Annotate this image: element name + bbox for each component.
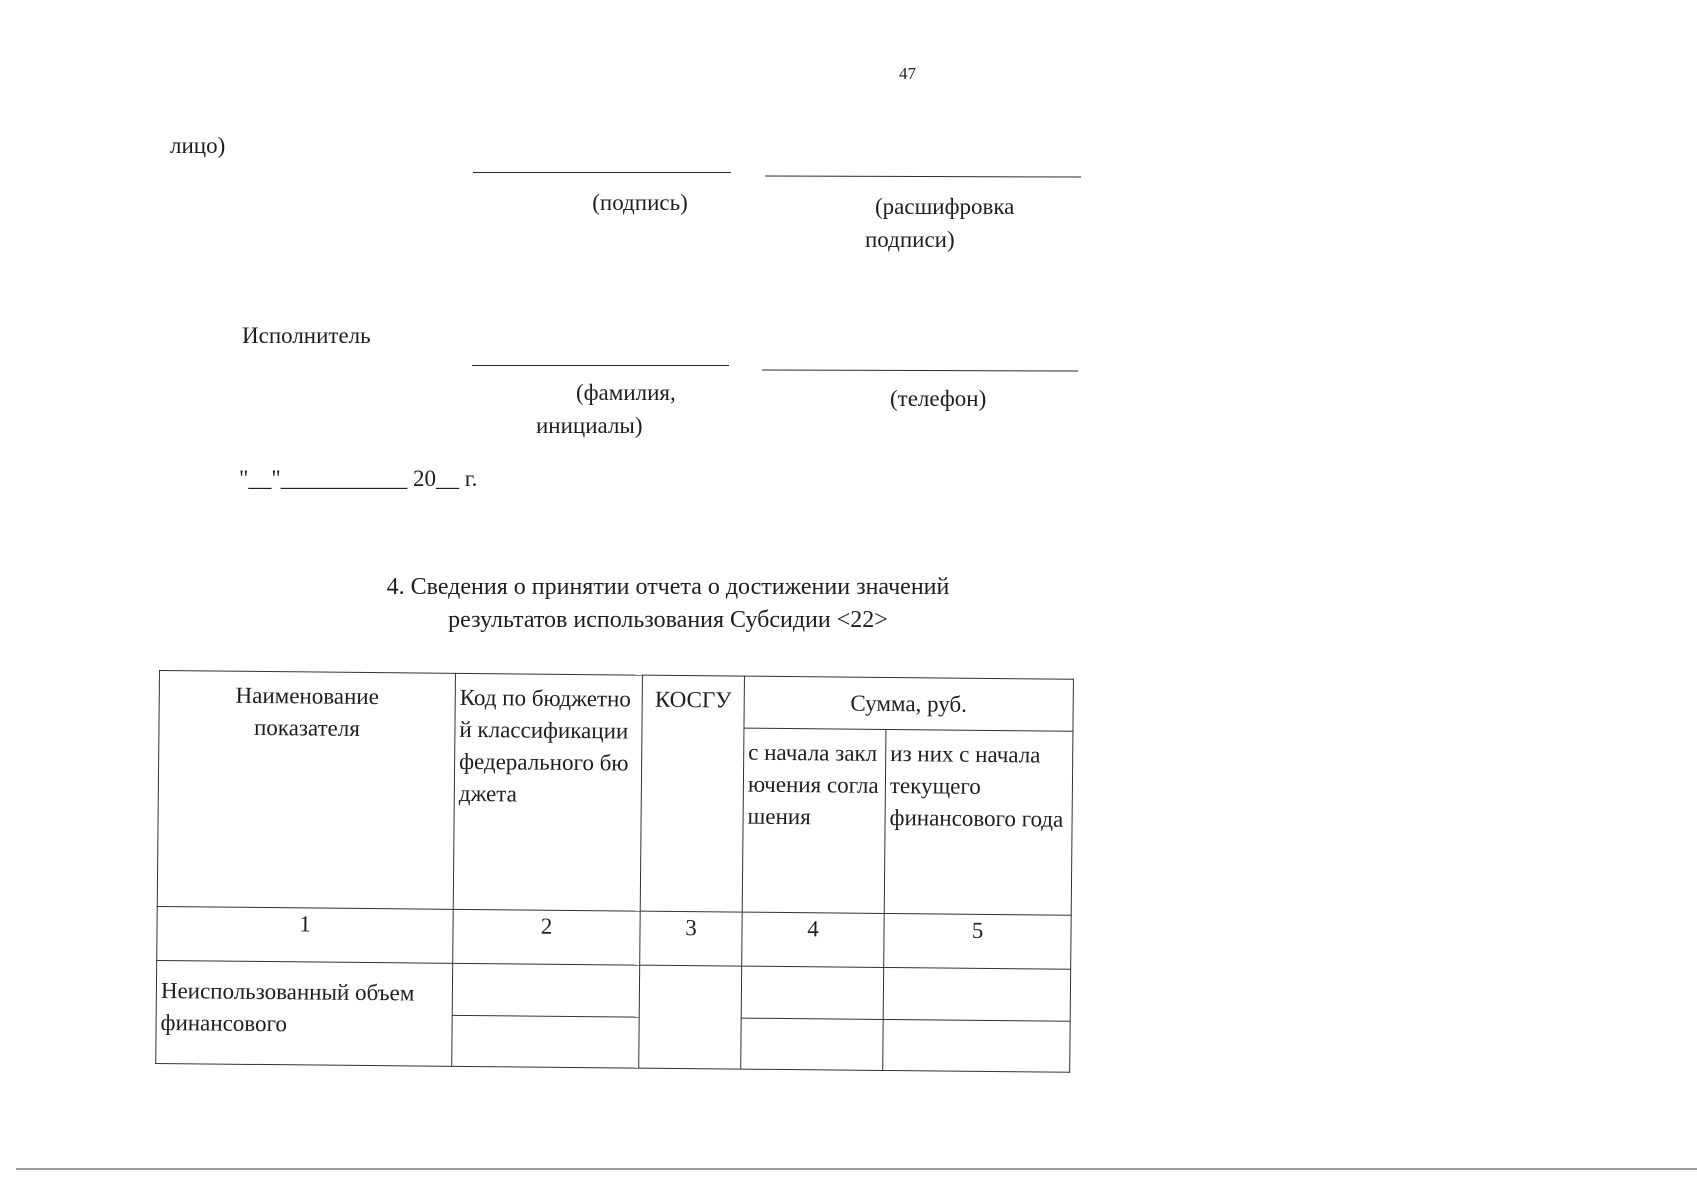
row-indicator-name: Неиспользованный объем финансового bbox=[156, 960, 453, 1066]
table-cell bbox=[741, 1018, 883, 1070]
executor-phone-caption: (телефон) bbox=[890, 386, 987, 411]
continuation-text: лицо) bbox=[170, 133, 226, 158]
executor-name-line bbox=[472, 365, 729, 366]
column-number: 4 bbox=[742, 912, 885, 967]
report-table bbox=[155, 670, 1074, 1073]
decoding-caption: (расшифровка подписи) bbox=[865, 194, 1015, 252]
page-bottom-rule bbox=[16, 1168, 1697, 1170]
header-indicator-name: Наименование показателя bbox=[157, 671, 455, 910]
table-cell bbox=[883, 967, 1071, 1021]
table-cell bbox=[639, 965, 742, 1069]
signature-line bbox=[473, 172, 731, 173]
executor-name-caption: (фамилия, инициалы) bbox=[536, 380, 676, 438]
header-current-year: из них с начала текущего финансового года bbox=[884, 729, 1073, 915]
section-title: 4. Сведения о принятии отчета о достижении значений результатов использования Субсидии <22> bbox=[386, 574, 950, 633]
header-kosgu: КОСГУ bbox=[640, 675, 744, 912]
page-number: 47 bbox=[899, 64, 916, 83]
header-budget-code: Код по бюджетной классификации федерального бюджета bbox=[453, 673, 642, 911]
table-cell bbox=[452, 963, 639, 1017]
decoding-line bbox=[765, 175, 1081, 177]
table-column-numbers-row bbox=[157, 906, 1071, 969]
table-cell bbox=[741, 966, 883, 1019]
executor-label: Исполнитель bbox=[242, 323, 371, 348]
header-since-agreement: с начала заключения соглашения bbox=[742, 728, 886, 913]
header-sum-group: Сумма, руб. bbox=[744, 676, 1073, 731]
column-number: 1 bbox=[157, 906, 454, 963]
table-row bbox=[156, 960, 1070, 1021]
column-number: 5 bbox=[884, 913, 1072, 969]
column-number: 3 bbox=[640, 911, 743, 966]
signature-caption: (подпись) bbox=[592, 190, 688, 215]
table-header-row bbox=[159, 671, 1073, 732]
table-cell bbox=[883, 1019, 1070, 1072]
date-line: "__"___________ 20__ г. bbox=[239, 466, 478, 491]
executor-phone-line bbox=[762, 369, 1078, 371]
column-number: 2 bbox=[453, 909, 641, 965]
table-cell bbox=[452, 1015, 639, 1068]
